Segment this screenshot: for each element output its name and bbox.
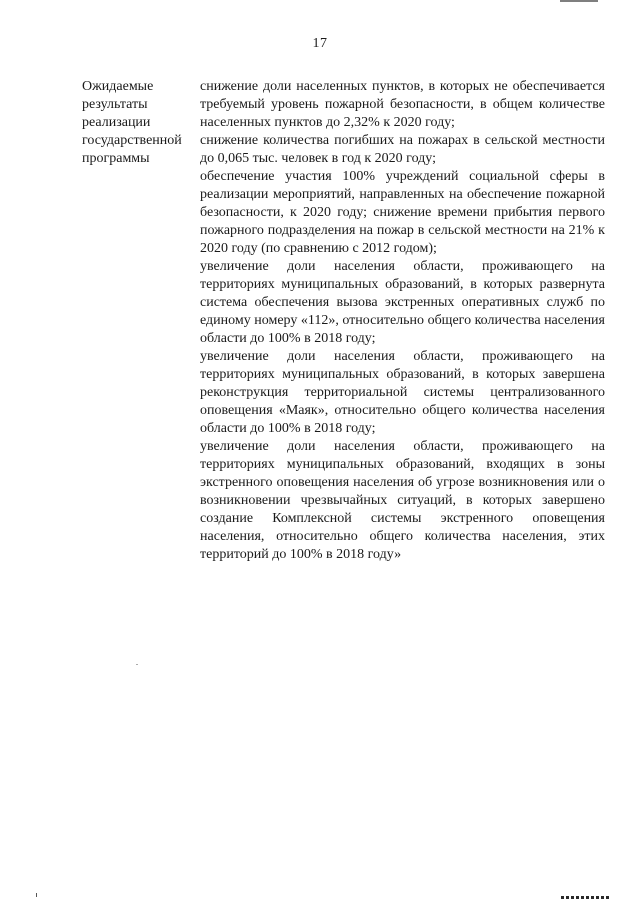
page-number: 17 [312,36,328,51]
section-label-line: Ожидаемые [82,79,154,94]
result-paragraph: обеспечение участия 100% учреждений социальной сферы в реализации мероприятий, направленных на обеспечение пожарной безопасности, к 2020 году; снижение времени прибытия первого пожарного подразделения на пожар в сельской местности на 21% к 2020 году (по сравнению с 2012 годом); [200,169,605,256]
section-label-line: результаты [82,97,148,112]
scan-artifact-bottom [561,896,609,899]
result-paragraph: увеличение доли населения области, проживающего на территориях муниципальных образований, в которых завершена реконструкция территориальной системы централизованного оповещения «Маяк», относительно общего количества населения области до 100% в 2018 году; [200,349,605,436]
result-paragraph: увеличение доли населения области, проживающего на территориях муниципальных образований, в которых развернута система обеспечения вызова экстренных оперативных служб по единому номеру «112», относительно общего количества населения области до 100% в 2018 году; [200,259,605,346]
result-paragraph: снижение доли населенных пунктов, в которых не обеспечивается требуемый уровень пожарной безопасности, в общем количестве населенных пунктов до 2,32% к 2020 году; [200,79,605,130]
section-label [82,78,194,168]
section-label-line: программы [82,151,150,166]
result-paragraph: увеличение доли населения области, проживающего на территориях муниципальных образований, входящих в зоны экстренного оповещения населения об угрозе возникновения или о возникновении чрезвычайных ситуаций, в которых завершено создание Комплексной системы экстренного оповещения населения, относительно общего количества населения, этих территорий до 100% в 2018 году» [200,439,605,562]
section-content [200,78,605,564]
section-label-line: реализации [82,115,151,130]
result-paragraph: снижение количества погибших на пожарах в сельской местности до 0,065 тыс. человек в год к 2020 году; [200,133,605,166]
scan-artifact-speck [136,664,138,665]
section-label-line: государственной [82,133,182,148]
scan-artifact-speck [36,893,37,897]
scan-artifact-top [560,0,598,2]
